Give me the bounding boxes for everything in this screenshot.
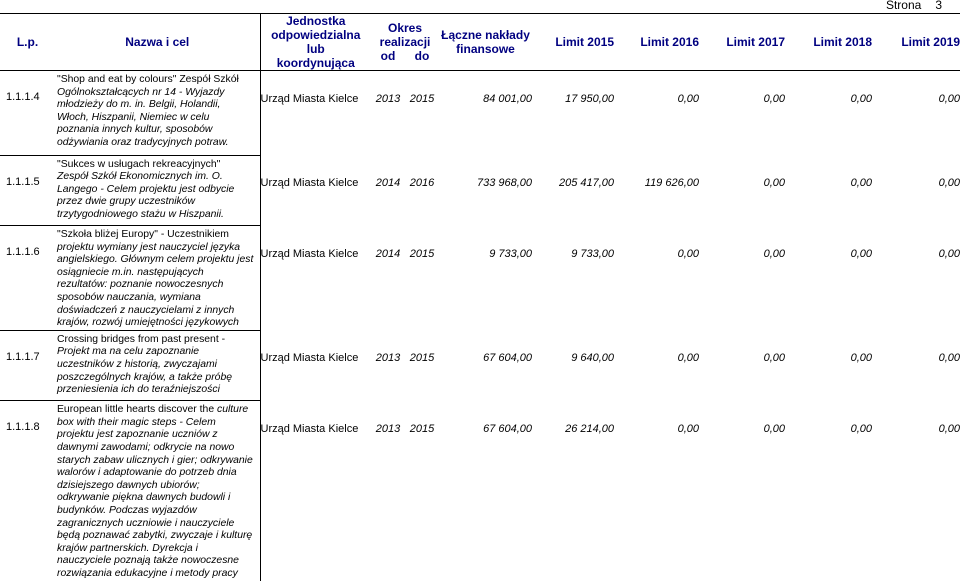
table-row [0,401,960,581]
header-do: do [414,49,430,63]
row-do: 2015 [409,352,435,365]
row-limit-2017: 0,00 [763,177,786,189]
row-limit-2019: 0,00 [938,247,960,260]
row-limit-2015: 205 417,00 [558,177,615,189]
header-limit-2016: Limit 2016 [614,14,699,71]
row-limit-2019: 0,00 [938,93,960,105]
row-limit-2015: 17 950,00 [565,93,615,105]
row-lp: 1.1.1.6 [6,246,40,258]
row-limit-2017: 0,00 [763,93,786,105]
row-name: Crossing bridges from past present - Projekt ma na celu zapoznanie uczestników z historią, zwyczajami poszczególnych krajów, a także próbę przeniesienia ich do teraźniejszości [55,330,260,400]
row-do: 2015 [409,247,435,260]
row-total: 9 733,00 [489,247,533,260]
row-lp: 1.1.1.7 [6,350,40,363]
table-header-row [0,14,960,71]
row-total: 67 604,00 [483,352,533,365]
header-limit-2018: Limit 2018 [785,14,872,71]
row-limit-2015: 9 733,00 [571,247,615,260]
row-limit-2017: 0,00 [763,422,786,435]
row-lp: 1.1.1.5 [6,175,40,188]
row-lp: 1.1.1.4 [6,91,40,103]
row-name: "Shop and eat by colours" Zespół Szkół Ogólnokształcących nr 14 - Wyjazdy młodzieży do m. in. Belgii, Holandii, Włoch, Hiszpanii, Niemiec w celu poznania innych kultur, sposobów odżywiania oraz tradycyjnych potraw. [55,71,260,155]
row-limit-2016: 0,00 [677,422,700,435]
row-do: 2016 [409,177,435,189]
row-total: 84 001,00 [483,93,533,105]
row-od: 2013 [375,93,401,105]
row-limit-2016: 0,00 [677,352,700,365]
header-lp: L.p. [0,14,55,71]
row-limit-2018: 0,00 [850,247,873,260]
row-limit-2018: 0,00 [850,177,873,189]
row-limit-2019: 0,00 [938,177,960,189]
row-do: 2015 [409,93,435,105]
row-unit: Urząd Miasta Kielce [260,93,359,105]
row-unit: Urząd Miasta Kielce [260,177,359,189]
row-od: 2014 [375,177,401,189]
row-limit-2015: 9 640,00 [571,352,615,365]
table-row [0,71,960,155]
row-limit-2016: 0,00 [677,93,700,105]
row-limit-2019: 0,00 [938,422,960,435]
row-od: 2014 [375,247,401,260]
row-limit-2019: 0,00 [938,352,960,365]
header-unit: Jednostka odpowiedzialna lub koordynująca [260,14,371,71]
row-name: European little hearts discover the culture box with their magic steps - Celem projektu jest zapoznanie uczniów z dawnymi zawodami; odkrycie na nowo starych zabaw ulicznych i gier; odkrywanie walorów i adaptowanie do potrzeb dnia dzisiejszego dawnych ubiorów; odkrywanie piękna dawnych budowli i budynków. Podczas wyjazdów zagranicznych uczniowie i nauczyciele będą poznawać zabytki, zwyczaje i kulturę krajów partnerskich. Dyrekcja i nauczyciele poznają także nowoczesne rozwiązania edukacyjne i metody pracy [55,401,260,581]
row-limit-2018: 0,00 [850,422,873,435]
header-name: Nazwa i cel [55,14,260,71]
row-limit-2018: 0,00 [850,352,873,365]
page-label [872,0,942,12]
row-name: "Sukces w usługach rekreacyjnych" Zespół Szkół Ekonomicznych im. O. Langego - Celem projektu jest odbycie przez dwie grupy uczestników trzytygodniowego stażu w Hiszpanii. [55,155,260,225]
row-do: 2015 [409,422,435,435]
row-od: 2013 [375,422,401,435]
row-limit-2018: 0,00 [850,93,873,105]
table-row [0,330,960,400]
header-limit-2015: Limit 2015 [532,14,614,71]
table-row [0,226,960,330]
row-od: 2013 [375,352,401,365]
header-okres: Okres realizacji od do [371,14,439,71]
row-lp: 1.1.1.8 [6,421,40,434]
row-total: 67 604,00 [483,422,533,435]
row-name: "Szkoła bliżej Europy" - Uczestnikiem projektu wymiany jest nauczyciel języka angielskiego. Głównym celem projektu jest osiągniecie m.in. następujących rezultatów: poznanie nowoczesnych sposobów nauczania, wymiana doświadczeń z nauczycielami z innych krajów, rozwój umiejętności językowych [55,226,260,330]
row-limit-2016: 0,00 [677,247,700,260]
row-unit: Urząd Miasta Kielce [260,422,359,435]
row-total: 733 968,00 [476,177,533,189]
row-limit-2015: 26 214,00 [565,422,615,435]
row-unit: Urząd Miasta Kielce [260,247,359,260]
page-number: 3 [935,0,942,12]
table-row [0,155,960,225]
header-od: od [380,49,396,63]
page-label-text: Strona [885,0,922,12]
header-limit-2017: Limit 2017 [699,14,785,71]
budget-table [0,13,960,581]
row-unit: Urząd Miasta Kielce [260,352,359,365]
row-limit-2016: 119 626,00 [644,177,700,189]
row-limit-2017: 0,00 [763,352,786,365]
row-limit-2017: 0,00 [763,247,786,260]
header-total-cost: Łączne nakłady finansowe [439,14,532,71]
header-limit-2019: Limit 2019 [872,14,960,71]
